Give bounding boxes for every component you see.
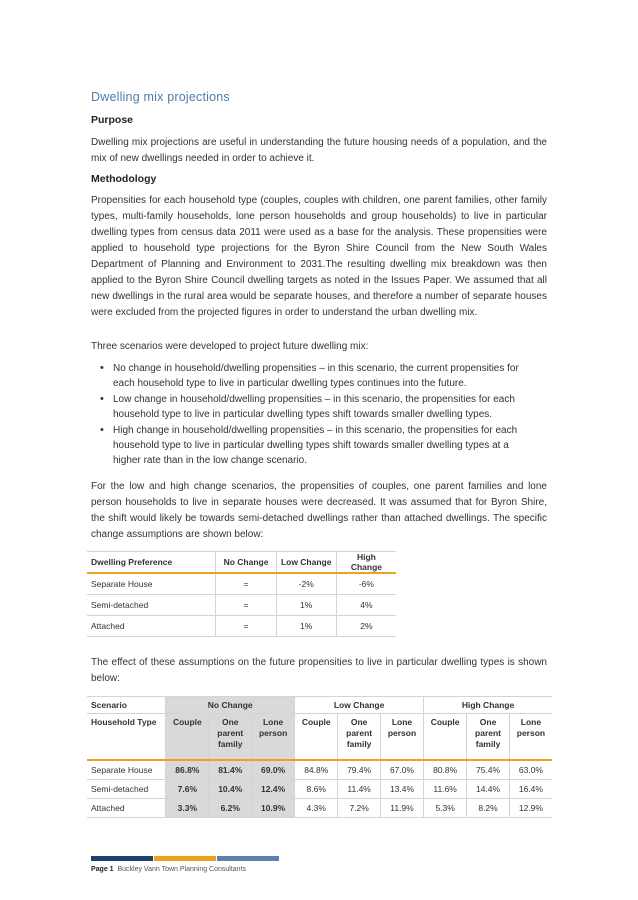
table-cell: 7.2% [338,799,381,818]
page-number: Page 1 [91,866,114,873]
table-group-header-row [87,697,552,714]
table-cell: 67.0% [380,760,423,780]
effect-paragraph: The effect of these assumptions on the future propensities to live in particular dwelling types is shown below: [91,657,547,684]
table-cell: 80.8% [424,760,467,780]
table-cell: 12.4% [252,780,295,799]
table-cell: 14.4% [467,780,510,799]
table-cell: -6% [336,573,396,595]
table-cell: Attached [87,616,216,637]
footer-bar-segment [154,856,216,861]
table-cell: Semi-detached [87,780,166,799]
column-header: One parent family [467,714,510,761]
propensity-effect-table [87,696,552,818]
table-cell: 4.3% [295,799,338,818]
table-cell: 86.8% [166,760,209,780]
table-cell: 11.4% [338,780,381,799]
section-title: Dwelling mix projections [91,90,230,104]
column-header: One parent family [209,714,252,761]
table-cell: 84.8% [295,760,338,780]
footer-bar-segment [91,856,153,861]
column-header: Couple [166,714,209,761]
methodology-paragraph: Propensities for each household type (couples, couples with children, one parent families, other family types, multi-family households, lone person households and group households) to live in particular dwelling types from census data 2011 were used as a base for the analysis. These propensities were applied to household type projections for the Byron Shire Council from the New South Wales Department of Planning and Environment to 2031.The resulting dwelling mix breakdown was then applied to the Byron Shire Council dwelling targets as noted in the Issues Paper. We assumed that all new dwellings in the rural area would be separate houses, and therefore a number of separate houses were excluded from the projected figures in order to understand the urban dwelling mix. [91,195,547,318]
methodology-heading: Methodology [91,173,157,185]
table-cell: 69.0% [252,760,295,780]
table-header-row [87,552,396,574]
table-cell: = [216,616,276,637]
table-cell: 1% [276,616,336,637]
table-cell: 2% [336,616,396,637]
table-row [87,780,552,799]
table-cell: Attached [87,799,166,818]
table-row [87,573,396,595]
table-cell: 75.4% [467,760,510,780]
table-cell: = [216,595,276,616]
table-cell: 11.6% [424,780,467,799]
table-cell: 12.9% [509,799,552,818]
table-cell: 63.0% [509,760,552,780]
household-type-header: Household Type [87,714,166,761]
group-header-low-change: Low Change [295,697,424,714]
scenario-header: Scenario [87,697,166,714]
table-cell: = [216,573,276,595]
column-header: Lone person [380,714,423,761]
table-cell: 81.4% [209,760,252,780]
column-header: Couple [295,714,338,761]
column-header: High Change [336,552,396,574]
footer-bar-segment [217,856,279,861]
scenario-list [91,361,547,468]
column-header: Dwelling Preference [87,552,216,574]
table-row [87,595,396,616]
table-cell: 13.4% [380,780,423,799]
change-paragraph: For the low and high change scenarios, the propensities of couples, one parent families and lone person households to live in separate houses were decreased. It was assumed that for Byron Shire, the shift would likely be towards semi-detached dwellings rather than attached dwellings. The specific change assumptions are shown below: [91,481,547,540]
column-header: Couple [424,714,467,761]
scenario-item: • No change in household/dwelling propensities – in this scenario, the current propensities for each household type to live in particular dwelling types continues into the future. [91,361,547,391]
table-cell: 3.3% [166,799,209,818]
column-header: One parent family [338,714,381,761]
scenarios-intro: Three scenarios were developed to project future dwelling mix: [91,341,369,352]
column-header: No Change [216,552,276,574]
table-cell: 11.9% [380,799,423,818]
table-cell: 8.2% [467,799,510,818]
group-header-high-change: High Change [424,697,552,714]
table-cell: -2% [276,573,336,595]
table-cell: 10.4% [209,780,252,799]
table-cell: 10.9% [252,799,295,818]
table-cell: 6.2% [209,799,252,818]
table-cell: 8.6% [295,780,338,799]
dwelling-preference-table [87,551,396,637]
purpose-paragraph: Dwelling mix projections are useful in understanding the future housing needs of a population, and the mix of new dwellings needed in order to achieve it. [91,137,547,164]
column-header: Low Change [276,552,336,574]
table-cell: 4% [336,595,396,616]
table-header-row [87,714,552,761]
table-cell: 16.4% [509,780,552,799]
table-row [87,616,396,637]
table-cell: Separate House [87,573,216,595]
company-name: Buckley Vann Town Planning Consultants [117,866,247,873]
scenario-item: • Low change in household/dwelling propensities – in this scenario, the propensities for each household type to live in particular dwelling types shift towards smaller dwelling types. [91,392,547,422]
table-cell: Semi-detached [87,595,216,616]
page-footer [91,866,246,873]
scenario-item: • High change in household/dwelling propensities – in this scenario, the propensities for each household type to live in particular dwelling types shift towards smaller dwelling types at a higher rate than in the low change scenario. [91,423,547,468]
group-header-no-change: No Change [166,697,295,714]
table-cell: Separate House [87,760,166,780]
table-cell: 79.4% [338,760,381,780]
column-header: Lone person [252,714,295,761]
table-cell: 1% [276,595,336,616]
table-row [87,760,552,780]
table-cell: 5.3% [424,799,467,818]
table-cell: 7.6% [166,780,209,799]
table-row [87,799,552,818]
purpose-heading: Purpose [91,114,134,126]
column-header: Lone person [509,714,552,761]
